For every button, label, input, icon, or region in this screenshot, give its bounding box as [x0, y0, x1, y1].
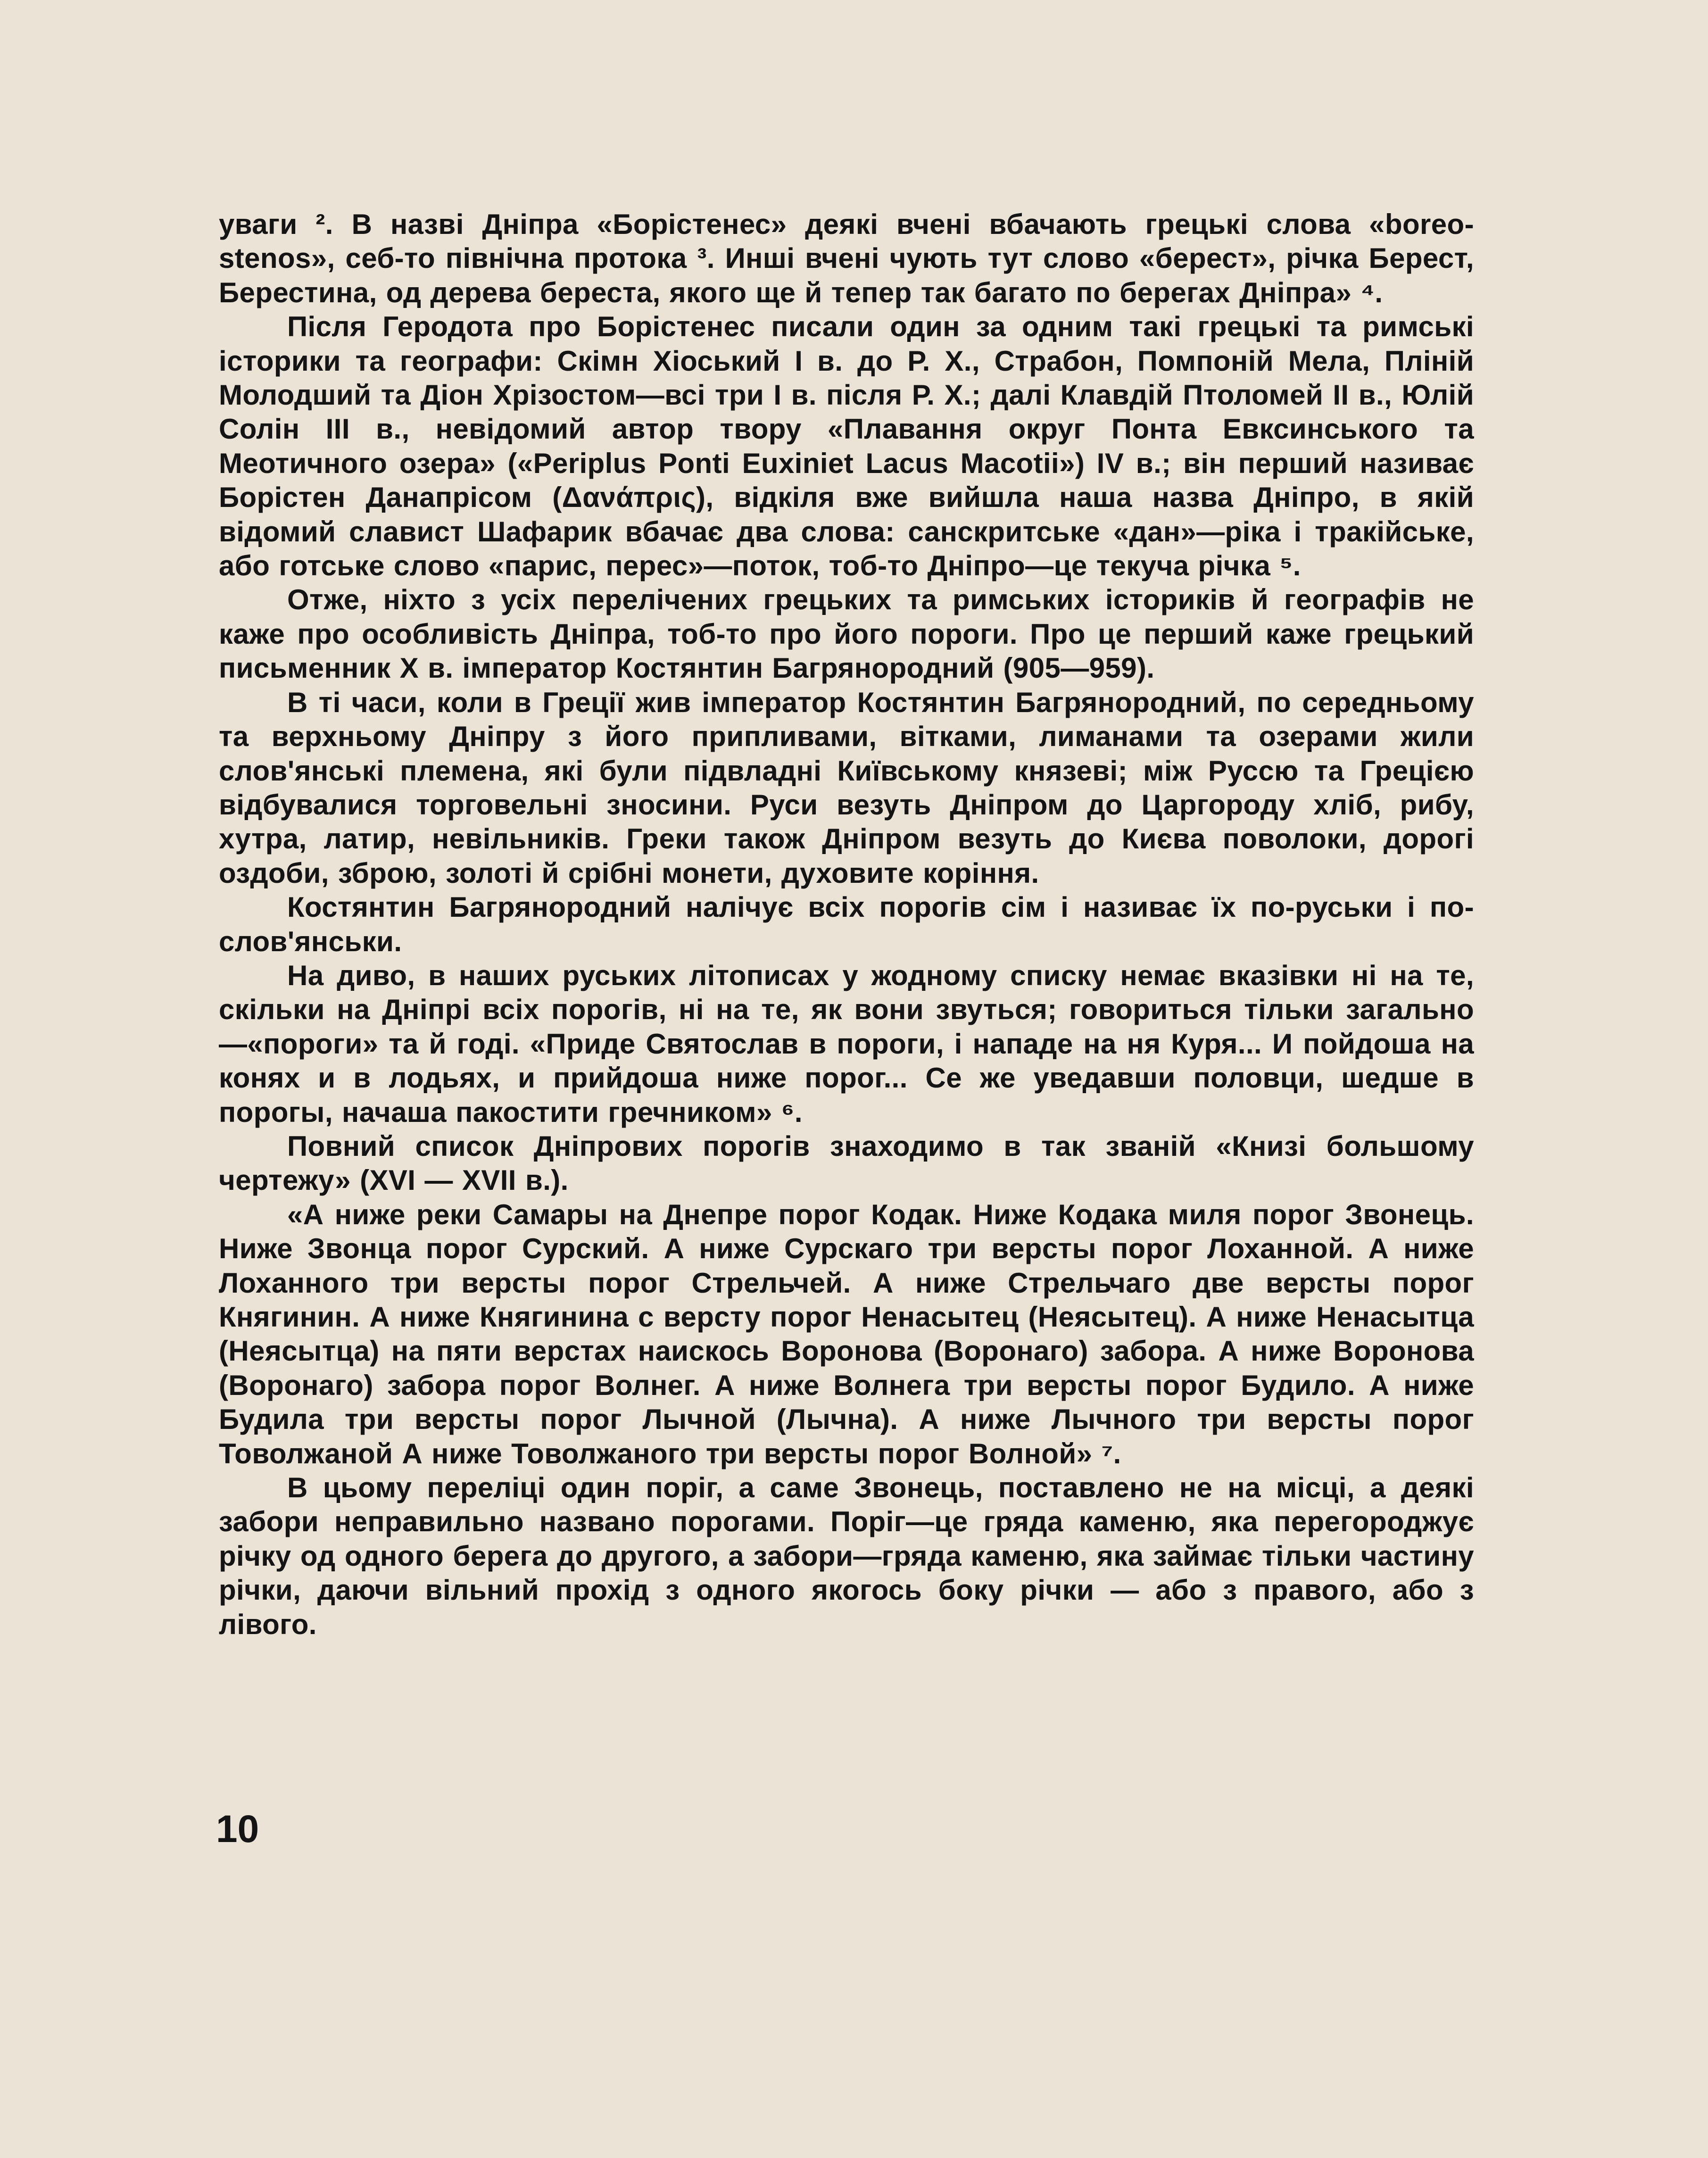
- paragraph-8: «А ниже реки Самары на Днепре порог Кодак. Ниже Кодака миля порог Звонець. Ниже Звонца порог Сурский. А ниже Сурскаго три версты порог Лоханной. А ниже Лоханного три версты порог Стрельчей. А ниже Стрельчаго две версты порог Княгинин. А ниже Княгинина с версту порог Ненасытец (Неясытец). А ниже Ненасытца (Неясытца) на пяти верстах наискось Воронова (Воронаго) забора. А ниже Воронова (Воронаго) забора порог Волнег. А ниже Волнега три версты порог Будило. А ниже Будила три версты порог Лычной (Лычна). А ниже Лычного три версты порог Товолжаной А ниже Товолжаного три версты порог Волной» ⁷.: [219, 1198, 1474, 1469]
- paragraph-1: уваги ². В назві Дніпра «Борістенес» деякі вчені вбачають грецькі слова «boreo-stenos», себ-то північна протока ³. Инші вчені чують тут слово «берест», річка Берест, Берестина, од дерева береста, якого ще й тепер так багато по берегах Дніпра» ⁴.: [219, 208, 1474, 308]
- paragraph-5: Костянтин Багрянородний налічує всіх порогів сім і називає їх по-руськи і по-слов'янськи.: [219, 891, 1474, 957]
- paragraph-4: В ті часи, коли в Греції жив імператор Костянтин Багрянородний, по середньому та верхньому Дніпру з його припливами, вітками, лиманами та озерами жили слов'янські племена, які були підвладні Київському князеві; між Руссю та Грецією відбувалися торговельні зносини. Руси везуть Дніпром до Царгороду хліб, рибу, хутра, латир, невільників. Греки також Дніпром везуть до Києва поволоки, дорогі оздоби, зброю, золоті й срібні монети, духовите коріння.: [219, 686, 1474, 889]
- paragraph-9: В цьому переліці один поріг, а саме Звонець, поставлено не на місці, а деякі забори неправильно названо порогами. Поріг—це гряда каменю, яка перегороджує річку од одного берега до другого, а забори—гряда каменю, яка займає тільки частину річки, даючи вільний прохід з одного якогось боку річки — або з правого, або з лівого.: [219, 1472, 1474, 1640]
- page-number: 10: [216, 1808, 259, 1851]
- paragraph-7: Повний список Дніпрових порогів знаходимо в так званій «Книзі большому чертежу» (XVI — XVII в.).: [219, 1130, 1474, 1196]
- paragraph-3: Отже, ніхто з усіх перелічених грецьких та римських істориків й географів не каже про особливість Дніпра, тоб-то про його пороги. Про це перший каже грецький письменник X в. імператор Костянтин Багрянородний (905—959).: [219, 584, 1474, 684]
- paragraph-2: Після Геродота про Борістенес писали один за одним такі грецькі та римські історики та географи: Скімн Хіоський I в. до Р. Х., Страбон, Помпоній Мела, Пліній Молодший та Діон Хрізостом—всі три I в. після Р. Х.; далі Клавдій Птоломей II в., Юлій Солін III в., невідомий автор твору «Плавання округ Понта Евксинського та Меотичного озера» («Periplus Ponti Euxiniet Lacus Macotii») IV в.; він перший називає Борістен Данапрісом (Δανάπρις), відкіля вже вийшла наша назва Дніпро, в якій відомий славист Шафарик вбачає два слова: санскритське «дан»—ріка і тракійське, або готське слово «парис, перес»—поток, тоб-то Дніпро—це текуча річка ⁵.: [219, 311, 1474, 582]
- page-body: [219, 208, 1474, 1642]
- paragraph-6: На диво, в наших руських літописах у жодному списку немає вказівки ні на те, скільки на Дніпрі всіх порогів, ні на те, як вони звуться; говориться тільки загально—«пороги» та й годі. «Приде Святослав в пороги, і нападе на ня Куря... И пойдоша на конях и в лодьях, и прийдоша ниже порог... Се же уведавши половци, шедше в порогы, начаша пакостити гречником» ⁶.: [219, 959, 1474, 1128]
